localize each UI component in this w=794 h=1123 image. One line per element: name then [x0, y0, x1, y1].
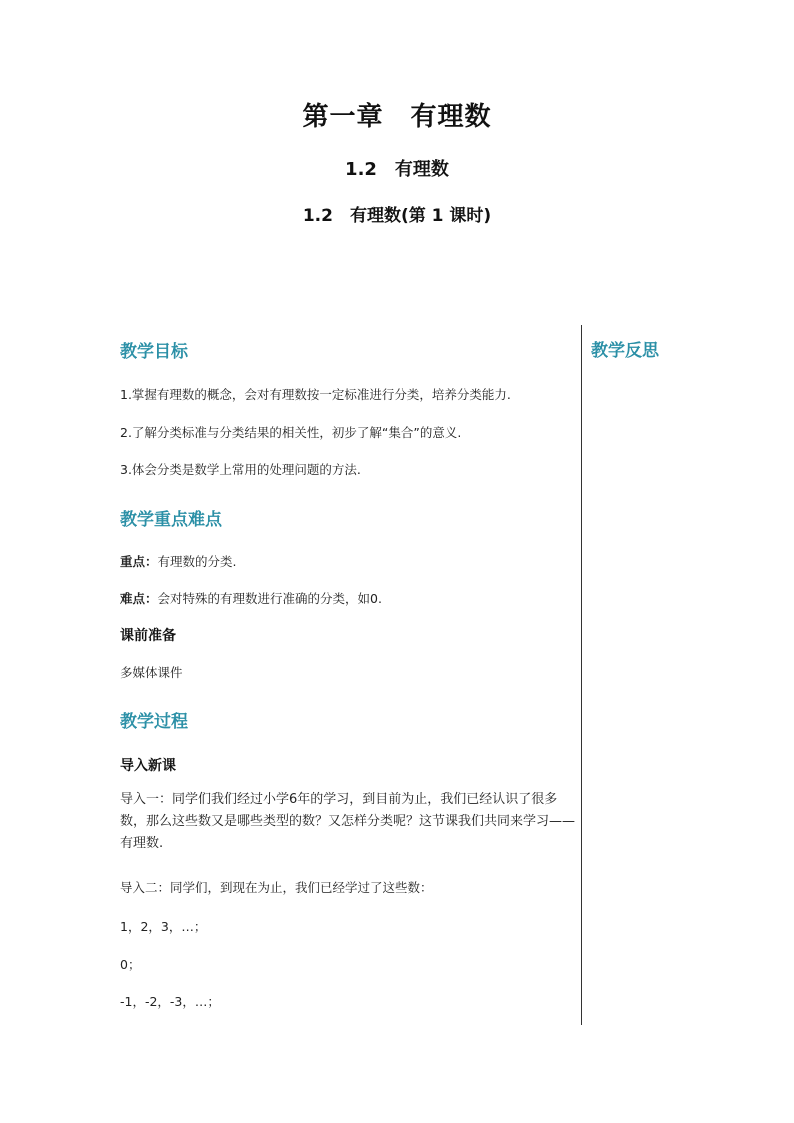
numbers-line-3: -1，-2，-3，…； [120, 994, 220, 1009]
focus-text: 有理数的分类. [157, 554, 237, 569]
column-divider [581, 325, 582, 1025]
difficulty-line [120, 589, 382, 607]
intro-paragraph-1: 导入一：同学们我们经过小学6年的学习，到目前为止，我们已经认识了很多数，那么这些数又是哪些类型的数？又怎样分类呢？这节课我们共同来学习——有理数. [120, 792, 576, 851]
numbers-line-1: 1，2，3，…； [120, 919, 207, 934]
preparation-heading: 课前准备 [120, 628, 176, 644]
objectives-heading: 教学目标 [120, 342, 188, 362]
intro-paragraph-2: 导入二：同学们，到现在为止，我们已经学过了这些数： [120, 880, 433, 895]
focus-line [120, 552, 237, 570]
key-points-heading: 教学重点难点 [120, 510, 222, 530]
numbers-line-2: 0； [120, 957, 141, 972]
intro-heading: 导入新课 [120, 758, 176, 774]
lesson-title: 1.2 有理数(第 1 课时) [302, 206, 492, 226]
difficulty-label: 难点： [120, 591, 158, 606]
section-title: 1.2 有理数 [345, 159, 449, 180]
difficulty-text: 会对特殊的有理数进行准确的分类，如0. [157, 591, 382, 606]
objective-item-3: 3.体会分类是数学上常用的处理问题的方法. [120, 462, 361, 477]
objective-item-1: 1.掌握有理数的概念，会对有理数按一定标准进行分类，培养分类能力. [120, 387, 511, 402]
reflection-heading: 教学反思 [591, 341, 659, 361]
chapter-title: 第一章 有理数 [302, 102, 492, 132]
objective-item-2: 2.了解分类标准与分类结果的相关性，初步了解“集合”的意义. [120, 425, 462, 440]
process-heading: 教学过程 [120, 712, 188, 732]
preparation-text: 多媒体课件 [120, 665, 183, 680]
focus-label: 重点： [120, 554, 158, 569]
